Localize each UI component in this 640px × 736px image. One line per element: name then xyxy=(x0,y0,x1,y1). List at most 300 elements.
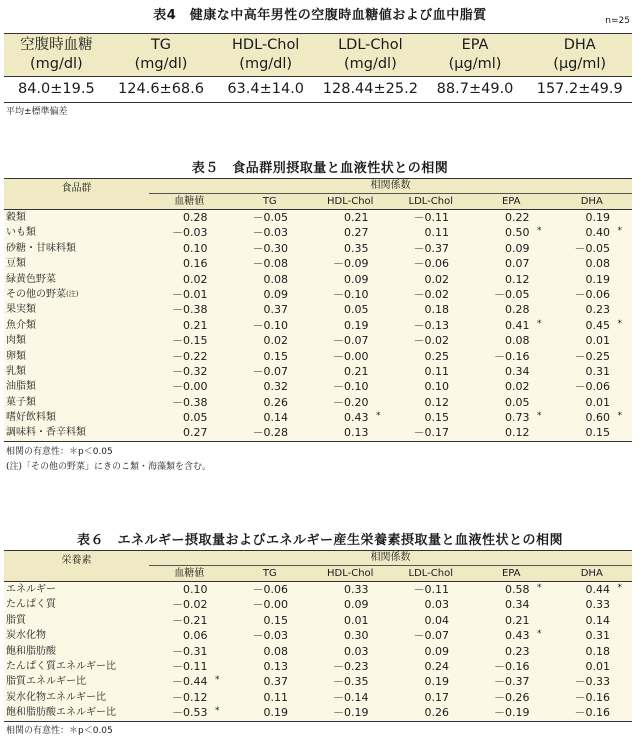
table5-value-cell xyxy=(471,333,552,348)
table6-value: 0.21 xyxy=(505,613,530,627)
table5-value: －0.06 xyxy=(574,380,610,394)
table6-value: －0.16 xyxy=(494,659,530,673)
table6-value: 0.30 xyxy=(344,629,369,643)
table5-footnote-significance: 相関の有意性：＊p＜0.05 xyxy=(6,447,113,457)
table4-header-name: DHA xyxy=(563,37,596,53)
table5-row-label xyxy=(4,318,149,333)
table5-row-label-text: 乳類 xyxy=(6,365,26,377)
table6-value-cell xyxy=(391,613,472,628)
table5-value: 0.40 xyxy=(585,226,610,240)
table6-value: 0.23 xyxy=(505,644,530,658)
table5-value-cell xyxy=(552,225,633,240)
table5-value: －0.00 xyxy=(333,349,369,363)
table6-value-cell xyxy=(552,659,633,674)
table6-row-label-text: たんぱく質 xyxy=(6,599,56,611)
table5-value: －0.32 xyxy=(172,364,208,378)
table5-value-cell xyxy=(149,210,230,225)
table5-value: 0.16 xyxy=(183,257,208,271)
table6-row xyxy=(4,613,632,628)
table6-row-label-text: エネルギー xyxy=(6,584,56,595)
table6-value: －0.35 xyxy=(333,675,369,689)
table5-value: 0.19 xyxy=(585,211,610,224)
table6-value: 0.43 xyxy=(505,629,530,643)
table6-value: 0.13 xyxy=(263,659,288,673)
table6-significance-mark: * xyxy=(215,706,220,717)
table5-row-label xyxy=(4,256,149,271)
table5-value-cell xyxy=(230,379,311,394)
table4-header-name: EPA xyxy=(461,37,489,53)
table5-value: －0.16 xyxy=(494,349,530,363)
table4-header-cell xyxy=(4,34,109,76)
table5-value-cell xyxy=(230,410,311,425)
table6-column-header: TG xyxy=(262,568,277,579)
table6-value-cell xyxy=(310,705,391,720)
table5-row-label-note: (注) xyxy=(66,289,79,298)
table5-row-label xyxy=(4,272,149,287)
table6-value-cell xyxy=(149,690,230,705)
table6-value-cell xyxy=(391,690,472,705)
table6-value-cell xyxy=(310,644,391,659)
table6-value: 0.58 xyxy=(505,583,530,596)
table6-value-cell xyxy=(471,674,552,689)
table5-value: －0.10 xyxy=(333,287,369,301)
table5-value: －0.22 xyxy=(172,349,208,363)
table5-row-label xyxy=(4,379,149,394)
table6-row-label-text: 炭水化物エネルギー比 xyxy=(6,691,106,703)
table5-row-label xyxy=(4,210,149,225)
table5-value: 0.13 xyxy=(344,426,369,440)
table5-value-cell xyxy=(149,379,230,394)
table4-value-cell: 84.0±19.5 xyxy=(17,81,95,97)
table5-row-label-text: 肉類 xyxy=(6,335,26,347)
table4-header-name: TG xyxy=(150,37,172,53)
table5-value-cell xyxy=(310,210,391,225)
table5-value-cell xyxy=(471,318,552,333)
table5-value-cell xyxy=(230,210,311,225)
table5-value-cell xyxy=(552,256,633,271)
table6-value: －0.03 xyxy=(252,629,288,643)
table6-row-label-text: 飽和脂肪酸 xyxy=(6,645,56,657)
table4-header-unit: (μg/ml) xyxy=(448,56,502,72)
table5-row-label xyxy=(4,287,149,302)
table5-value-cell xyxy=(552,425,633,440)
table6-value: －0.00 xyxy=(252,598,288,612)
table6-value-cell xyxy=(310,582,391,597)
table5-value-cell xyxy=(230,287,311,302)
table5-value-cell xyxy=(310,256,391,271)
table5-value-cell xyxy=(552,318,633,333)
table6-significance-mark: * xyxy=(617,583,622,593)
table5-value-cell xyxy=(391,210,472,225)
table5-row xyxy=(4,287,632,302)
sample-size-note: n=25 xyxy=(605,16,630,26)
table5-value-cell xyxy=(310,272,391,287)
table5-value-cell xyxy=(149,364,230,379)
table6-value: －0.14 xyxy=(333,690,369,704)
table6-value: －0.07 xyxy=(413,629,449,643)
table5-value: 0.34 xyxy=(505,364,530,378)
table5-row-label xyxy=(4,349,149,364)
table6-value-cell xyxy=(310,597,391,612)
table6-value-cell xyxy=(230,644,311,659)
table4-value-cell: 124.6±68.6 xyxy=(118,81,204,97)
table6-row xyxy=(4,690,632,705)
table5-row-label-text: 油脂類 xyxy=(6,381,36,393)
table5-value: －0.10 xyxy=(333,380,369,394)
table6-column-header: EPA xyxy=(501,568,521,579)
table6-column-header: HDL-Chol xyxy=(327,568,374,579)
table5-value-cell xyxy=(149,256,230,271)
table5-value: 0.25 xyxy=(424,349,449,363)
table6-value-cell xyxy=(230,690,311,705)
table5-row-label-text: 穀類 xyxy=(6,212,26,223)
table4-header-name: LDL-Chol xyxy=(338,37,403,53)
table5-value: 0.15 xyxy=(263,349,288,363)
table6-row xyxy=(4,674,632,689)
table6-value-cell xyxy=(149,705,230,720)
table6-value: －0.44 xyxy=(172,675,208,689)
table5-row xyxy=(4,256,632,271)
table5-value: 0.10 xyxy=(183,241,208,255)
table5-significance-mark: * xyxy=(537,411,542,422)
table6-row-label-text: たんぱく質エネルギー比 xyxy=(6,660,116,672)
table6-row-label xyxy=(4,690,149,705)
table5-value-cell xyxy=(471,410,552,425)
table6-value-cell xyxy=(391,582,472,597)
table6-column-header: LDL-Chol xyxy=(408,568,453,579)
table6-value: 0.17 xyxy=(424,690,449,704)
table5-value-cell xyxy=(391,333,472,348)
table5-value-cell xyxy=(310,241,391,256)
table5-value: 0.09 xyxy=(263,287,288,301)
table5-row-label xyxy=(4,364,149,379)
table5-value: －0.00 xyxy=(172,380,208,394)
table5-value-cell xyxy=(149,333,230,348)
table6-value-cell xyxy=(149,582,230,597)
table4-header-unit: (mg/dl) xyxy=(29,56,83,72)
table6-row-label-text: 脂質エネルギー比 xyxy=(6,676,86,688)
table5-value: 0.12 xyxy=(424,395,449,409)
table6-value: 0.19 xyxy=(424,675,449,689)
table5-value-cell xyxy=(471,302,552,317)
table5-value-cell xyxy=(310,287,391,302)
table5-value-cell xyxy=(230,349,311,364)
table6-value: －0.26 xyxy=(494,690,530,704)
table5 xyxy=(4,178,632,442)
table6-value-cell xyxy=(310,628,391,643)
table6-value-cell xyxy=(471,644,552,659)
table5-value-cell xyxy=(230,318,311,333)
table6-value: 0.24 xyxy=(424,659,449,673)
table5-row-label-text: 菓子類 xyxy=(6,396,36,408)
table4-header-cell xyxy=(213,34,318,76)
table6-row-label xyxy=(4,628,149,643)
table5-value: 0.14 xyxy=(263,411,288,425)
table6-value-cell xyxy=(230,597,311,612)
table5-value: －0.08 xyxy=(252,257,288,271)
table5-value-cell xyxy=(310,364,391,379)
table5-value: －0.15 xyxy=(172,334,208,348)
table5-row-label-text: 調味料・香辛料類 xyxy=(6,427,86,439)
table5-column-header: 血糖値 xyxy=(174,196,205,207)
table5-value: 0.45 xyxy=(585,318,610,332)
table6-value: －0.19 xyxy=(494,706,530,720)
table5-row-label xyxy=(4,241,149,256)
table5-value-cell xyxy=(310,379,391,394)
table5-value-cell xyxy=(391,241,472,256)
table5-significance-mark: * xyxy=(617,411,622,422)
table5-row xyxy=(4,225,632,240)
table4-value-cell: 63.4±14.0 xyxy=(227,81,305,97)
table6-value-cell xyxy=(552,674,633,689)
table6-value-cell xyxy=(471,628,552,643)
table5-column-header: DHA xyxy=(580,196,603,207)
table6-value: 0.01 xyxy=(585,659,610,673)
table5-value: －0.13 xyxy=(413,318,449,332)
table5-value: 0.01 xyxy=(585,395,610,409)
table6-significance-mark: * xyxy=(537,583,542,593)
table6-value: 0.44 xyxy=(585,583,610,596)
table6-group-label: 栄養素 xyxy=(61,555,92,566)
table5-column-header: LDL-Chol xyxy=(408,196,453,207)
table5-value: 0.22 xyxy=(505,211,530,224)
table5-value-cell xyxy=(552,302,633,317)
table6-column-header: DHA xyxy=(580,568,603,579)
table5-row-label-text: 豆類 xyxy=(6,258,26,270)
table5-value-cell xyxy=(552,272,633,287)
table5-span-label: 相関係数 xyxy=(149,179,632,194)
table5-value: 0.21 xyxy=(183,318,208,332)
table5-value-cell xyxy=(391,410,472,425)
table5-value: 0.50 xyxy=(505,226,530,240)
table6-value: －0.21 xyxy=(172,613,208,627)
table6-row-label xyxy=(4,674,149,689)
table5-value-cell xyxy=(310,333,391,348)
table5-row xyxy=(4,272,632,287)
table5-value: 0.21 xyxy=(344,364,369,378)
table5-significance-mark: * xyxy=(617,226,622,237)
table4-header-name: HDL-Chol xyxy=(232,37,300,53)
table4-header-cell xyxy=(318,34,423,76)
table5-row xyxy=(4,425,632,440)
table5-significance-mark: * xyxy=(537,226,542,237)
table5-value: 0.05 xyxy=(183,411,208,425)
table5-value-cell xyxy=(471,210,552,225)
table5-group-label: 食品群 xyxy=(61,183,92,194)
table5-value-cell xyxy=(149,318,230,333)
table6-value-cell xyxy=(391,628,472,643)
table6-value-cell xyxy=(391,597,472,612)
table5-value: 0.28 xyxy=(183,211,208,224)
table5-row-label-text: 緑黄色野菜 xyxy=(6,273,56,285)
table5-value-cell xyxy=(149,349,230,364)
table5-row xyxy=(4,302,632,317)
table5-value: 0.02 xyxy=(505,380,530,394)
table6-title: 表６ エネルギー摂取量およびエネルギー産生栄養素摂取量と血液性状との相関 xyxy=(76,533,563,548)
table6-value: －0.12 xyxy=(172,690,208,704)
table5-value-cell xyxy=(391,302,472,317)
table6-value-cell xyxy=(552,613,633,628)
table5-value-cell xyxy=(149,287,230,302)
table6-value: 0.08 xyxy=(263,644,288,658)
table4-header-cell xyxy=(109,34,214,76)
table5-value-cell xyxy=(552,395,633,410)
table6-value-cell xyxy=(149,644,230,659)
table5-value-cell xyxy=(230,364,311,379)
table5-value: 0.26 xyxy=(263,395,288,409)
table5-value-cell xyxy=(552,241,633,256)
table5-value: －0.07 xyxy=(252,364,288,378)
table5-value: －0.38 xyxy=(172,395,208,409)
table5-value: 0.02 xyxy=(424,272,449,286)
table6-header xyxy=(4,551,632,582)
table5-value: －0.17 xyxy=(413,426,449,440)
table6-value-cell xyxy=(552,644,633,659)
table5-value: －0.06 xyxy=(413,257,449,271)
table5-row-label-text: 嗜好飲料類 xyxy=(6,412,56,424)
table6-row-label-text: 脂質 xyxy=(6,614,26,626)
table6-row-label xyxy=(4,644,149,659)
table5-value-cell xyxy=(230,302,311,317)
table5-value-cell xyxy=(471,349,552,364)
table6-value-cell xyxy=(552,597,633,612)
table5-value: 0.19 xyxy=(344,318,369,332)
table5-value-cell xyxy=(149,425,230,440)
table5-value: 0.21 xyxy=(344,211,369,224)
table5-value: 0.07 xyxy=(505,257,530,271)
table5-value-cell xyxy=(552,364,633,379)
table5-value-cell xyxy=(391,349,472,364)
table6-value: －0.19 xyxy=(333,706,369,720)
table5-value: －0.28 xyxy=(252,426,288,440)
table5-value-cell xyxy=(230,425,311,440)
table6-value: 0.18 xyxy=(585,644,610,658)
table5-row-label xyxy=(4,225,149,240)
table6-value: 0.26 xyxy=(424,706,449,720)
table5-footnote-note: (注)「その他の野菜」にきのこ類・海藻類を含む。 xyxy=(6,462,212,472)
table6-value-cell xyxy=(552,628,633,643)
table6-value-cell xyxy=(391,659,472,674)
table5-value: 0.18 xyxy=(424,303,449,317)
table5-row xyxy=(4,349,632,364)
table5-value: 0.32 xyxy=(263,380,288,394)
table5-value: 0.43 xyxy=(344,411,369,425)
table5-value: －0.20 xyxy=(333,395,369,409)
table5-value-cell xyxy=(230,256,311,271)
table4-value-cell: 88.7±49.0 xyxy=(436,81,514,97)
table6-footnote-significance: 相関の有意性：＊p＜0.05 xyxy=(6,726,113,736)
table6-value: 0.06 xyxy=(183,629,208,643)
table4-header-name: 空腹時血糖 xyxy=(20,37,93,53)
table5-value-cell xyxy=(391,318,472,333)
table5-value-cell xyxy=(471,364,552,379)
table5-value-cell xyxy=(552,210,633,225)
table6-value: －0.16 xyxy=(574,690,610,704)
table6-span-label: 相関係数 xyxy=(149,551,632,566)
table5-value-cell xyxy=(310,410,391,425)
table5-value: 0.27 xyxy=(344,226,369,240)
table6-value: －0.31 xyxy=(172,644,208,658)
table5-value: 0.35 xyxy=(344,241,369,255)
table5-value: －0.05 xyxy=(574,241,610,255)
table5-value: 0.60 xyxy=(585,411,610,425)
table5-value-cell xyxy=(310,349,391,364)
table6-value-cell xyxy=(230,628,311,643)
table6-column-header: 血糖値 xyxy=(174,568,205,579)
table5-value: －0.30 xyxy=(252,241,288,255)
table4-title: 表4 健康な中高年男性の空腹時血糖値および血中脂質 xyxy=(153,8,487,23)
table4-value-cell: 157.2±49.9 xyxy=(536,81,623,97)
table5-value: －0.02 xyxy=(413,287,449,301)
table5-value: －0.07 xyxy=(333,334,369,348)
table6-row-label xyxy=(4,705,149,720)
table5-value: 0.11 xyxy=(424,364,449,378)
table6-value: －0.02 xyxy=(172,598,208,612)
table5-title: 表５ 食品群別摂取量と血液性状との相関 xyxy=(191,161,449,176)
table6-value-cell xyxy=(230,659,311,674)
table6-value-cell xyxy=(310,613,391,628)
table5-significance-mark: * xyxy=(617,318,622,329)
table6-value-cell xyxy=(471,613,552,628)
table5-value: －0.25 xyxy=(574,349,610,363)
table6-value: 0.04 xyxy=(424,613,449,627)
table5-value-cell xyxy=(230,225,311,240)
table5-value: 0.15 xyxy=(585,426,610,440)
table5-value: 0.28 xyxy=(505,303,530,317)
table5-row-label xyxy=(4,333,149,348)
table6-row-label xyxy=(4,582,149,597)
table6-value-cell xyxy=(149,613,230,628)
table5-value: －0.10 xyxy=(252,318,288,332)
table6-value: －0.11 xyxy=(413,583,449,596)
table5-value: －0.01 xyxy=(172,287,208,301)
table6-value: 0.03 xyxy=(344,644,369,658)
table5-row-label-text: 魚介類 xyxy=(6,319,36,331)
table5-value-cell xyxy=(471,287,552,302)
table5-value-cell xyxy=(471,225,552,240)
table6-row xyxy=(4,659,632,674)
table5-significance-mark: * xyxy=(376,411,381,422)
table6-value: 0.31 xyxy=(585,629,610,643)
table5-row-label xyxy=(4,410,149,425)
table5-value: 0.37 xyxy=(263,303,288,317)
table5-value-cell xyxy=(149,302,230,317)
table5-value-cell xyxy=(552,349,633,364)
table5-value: 0.09 xyxy=(505,241,530,255)
table6-row-label-text: 炭水化物 xyxy=(6,630,46,642)
table5-value-cell xyxy=(310,302,391,317)
table6-value-cell xyxy=(471,659,552,674)
table6-value: 0.11 xyxy=(263,690,288,704)
table5-value: 0.27 xyxy=(183,426,208,440)
table4-header-unit: (μg/ml) xyxy=(553,56,607,72)
table6-value: 0.15 xyxy=(263,613,288,627)
table5-value: 0.12 xyxy=(505,272,530,286)
table5-row xyxy=(4,318,632,333)
table6-value-cell xyxy=(552,690,633,705)
table5-value-cell xyxy=(391,225,472,240)
table5-column-header: EPA xyxy=(501,196,521,207)
table5-value: －0.11 xyxy=(413,211,449,224)
table5-value-cell xyxy=(391,256,472,271)
table5-value-cell xyxy=(149,395,230,410)
table5-value: 0.10 xyxy=(424,380,449,394)
table5-value: 0.05 xyxy=(505,395,530,409)
table6-row-label xyxy=(4,659,149,674)
table5-value-cell xyxy=(149,410,230,425)
table5-row xyxy=(4,210,632,225)
table5-row xyxy=(4,241,632,256)
